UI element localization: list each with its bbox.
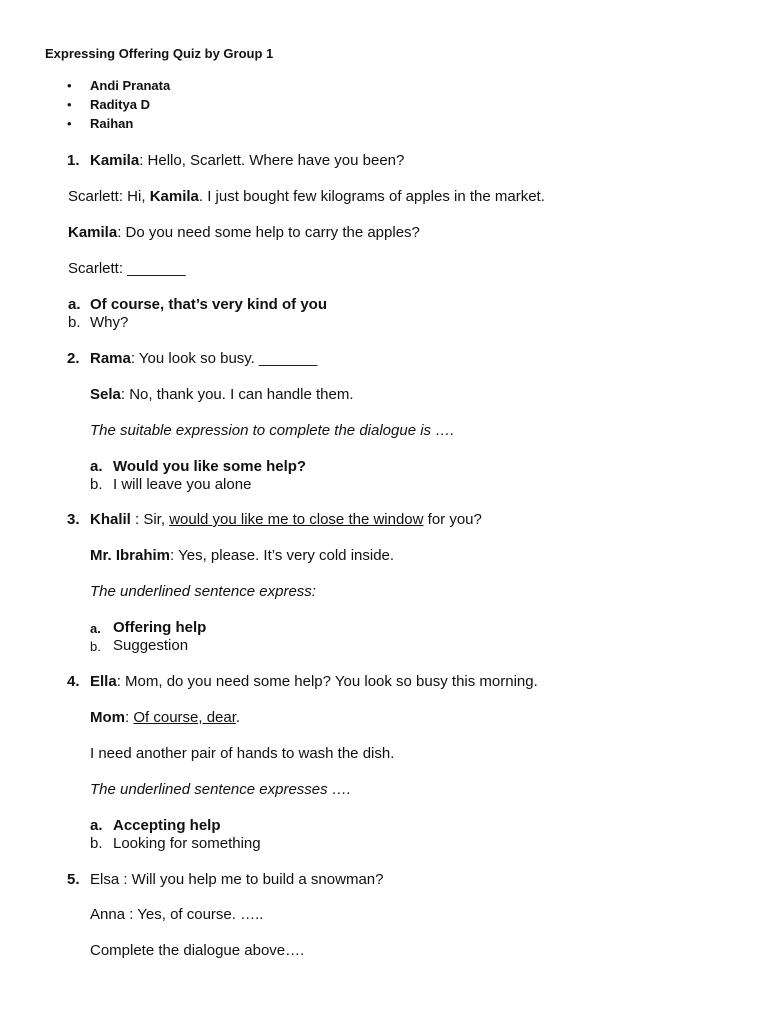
- option-letter: a.: [90, 817, 103, 834]
- speaker-name: Khalil: [90, 511, 131, 528]
- option-letter: a.: [90, 621, 101, 636]
- speaker-name: Mr. Ibrahim: [90, 547, 171, 564]
- question-number: 4.: [67, 673, 80, 690]
- option-letter: a.: [90, 458, 103, 475]
- option-b: Why?: [90, 314, 129, 331]
- dialogue-text: Scarlett: Hi,: [68, 188, 150, 205]
- question-number: 1.: [67, 152, 80, 169]
- option-a: Offering help: [113, 619, 207, 636]
- member-item: Raditya D: [90, 97, 150, 112]
- option-b: I will leave you alone: [113, 476, 252, 493]
- dialogue-line: [90, 386, 354, 404]
- option-b: Looking for something: [113, 835, 261, 852]
- dialogue-text: . I just bought few kilograms of apples in the market.: [198, 188, 545, 205]
- dialogue-line: [90, 152, 404, 170]
- bullet-icon: •: [67, 97, 72, 112]
- bullet-icon: •: [67, 78, 72, 93]
- speaker-name: Sela: [90, 386, 121, 403]
- bullet-icon: •: [67, 116, 72, 131]
- dialogue-text: for you?: [423, 511, 482, 528]
- question-number: 3.: [67, 511, 80, 528]
- dialogue-line: [90, 547, 394, 565]
- option-b: Suggestion: [113, 637, 189, 654]
- option-a: Would you like some help?: [113, 458, 307, 475]
- dialogue-line: [68, 188, 545, 206]
- option-letter: b.: [68, 314, 81, 331]
- question-prompt: The underlined sentence expresses ….: [90, 781, 351, 798]
- dialogue-line: [90, 350, 317, 368]
- speaker-name: Mom: [90, 709, 125, 726]
- option-a: Of course, that’s very kind of you: [90, 296, 327, 313]
- dialogue-line: I need another pair of hands to wash the dish.: [90, 745, 395, 762]
- dialogue-text: : Mom, do you need some help? You look so busy this morning.: [116, 673, 538, 690]
- speaker-name: Ella: [90, 673, 117, 690]
- dialogue-line: [90, 673, 538, 691]
- dialogue-line: [68, 224, 420, 242]
- speaker-name: Kamila: [90, 152, 140, 169]
- dialogue-text: : Do you need some help to carry the apples?: [117, 224, 420, 241]
- option-letter: a.: [68, 296, 81, 313]
- dialogue-line: Anna : Yes, of course. …..: [90, 906, 264, 923]
- speaker-name: Rama: [90, 350, 131, 367]
- question-number: 2.: [67, 350, 80, 367]
- option-a: Accepting help: [113, 817, 221, 834]
- option-letter: b.: [90, 835, 103, 852]
- question-prompt: The suitable expression to complete the dialogue is ….: [90, 422, 455, 439]
- dialogue-line: Elsa : Will you help me to build a snowman?: [90, 871, 384, 888]
- dialogue-line: [90, 709, 240, 727]
- underlined-text: would you like me to close the window: [169, 511, 424, 528]
- dialogue-text: : You look so busy. _______: [130, 350, 318, 367]
- dialogue-line: [90, 511, 482, 529]
- dialogue-text: : Hello, Scarlett. Where have you been?: [139, 152, 405, 169]
- option-letter: b.: [90, 639, 101, 654]
- underlined-text: Of course, dear: [133, 709, 236, 726]
- question-prompt: The underlined sentence express:: [90, 583, 316, 600]
- document-title: Expressing Offering Quiz by Group 1: [45, 46, 274, 61]
- dialogue-text: .: [235, 709, 241, 726]
- dialogue-line: Scarlett: _______: [68, 260, 186, 277]
- option-letter: b.: [90, 476, 103, 493]
- dialogue-text: : No, thank you. I can handle them.: [120, 386, 354, 403]
- speaker-name: Kamila: [149, 188, 199, 205]
- question-prompt: Complete the dialogue above….: [90, 942, 305, 959]
- dialogue-text: : Yes, please. It’s very cold inside.: [170, 547, 395, 564]
- question-number: 5.: [67, 871, 80, 888]
- speaker-name: Kamila: [68, 224, 118, 241]
- dialogue-text: :: [125, 709, 134, 726]
- dialogue-text: : Sir,: [130, 511, 170, 528]
- member-item: Andi Pranata: [90, 78, 171, 93]
- member-item: Raihan: [90, 116, 134, 131]
